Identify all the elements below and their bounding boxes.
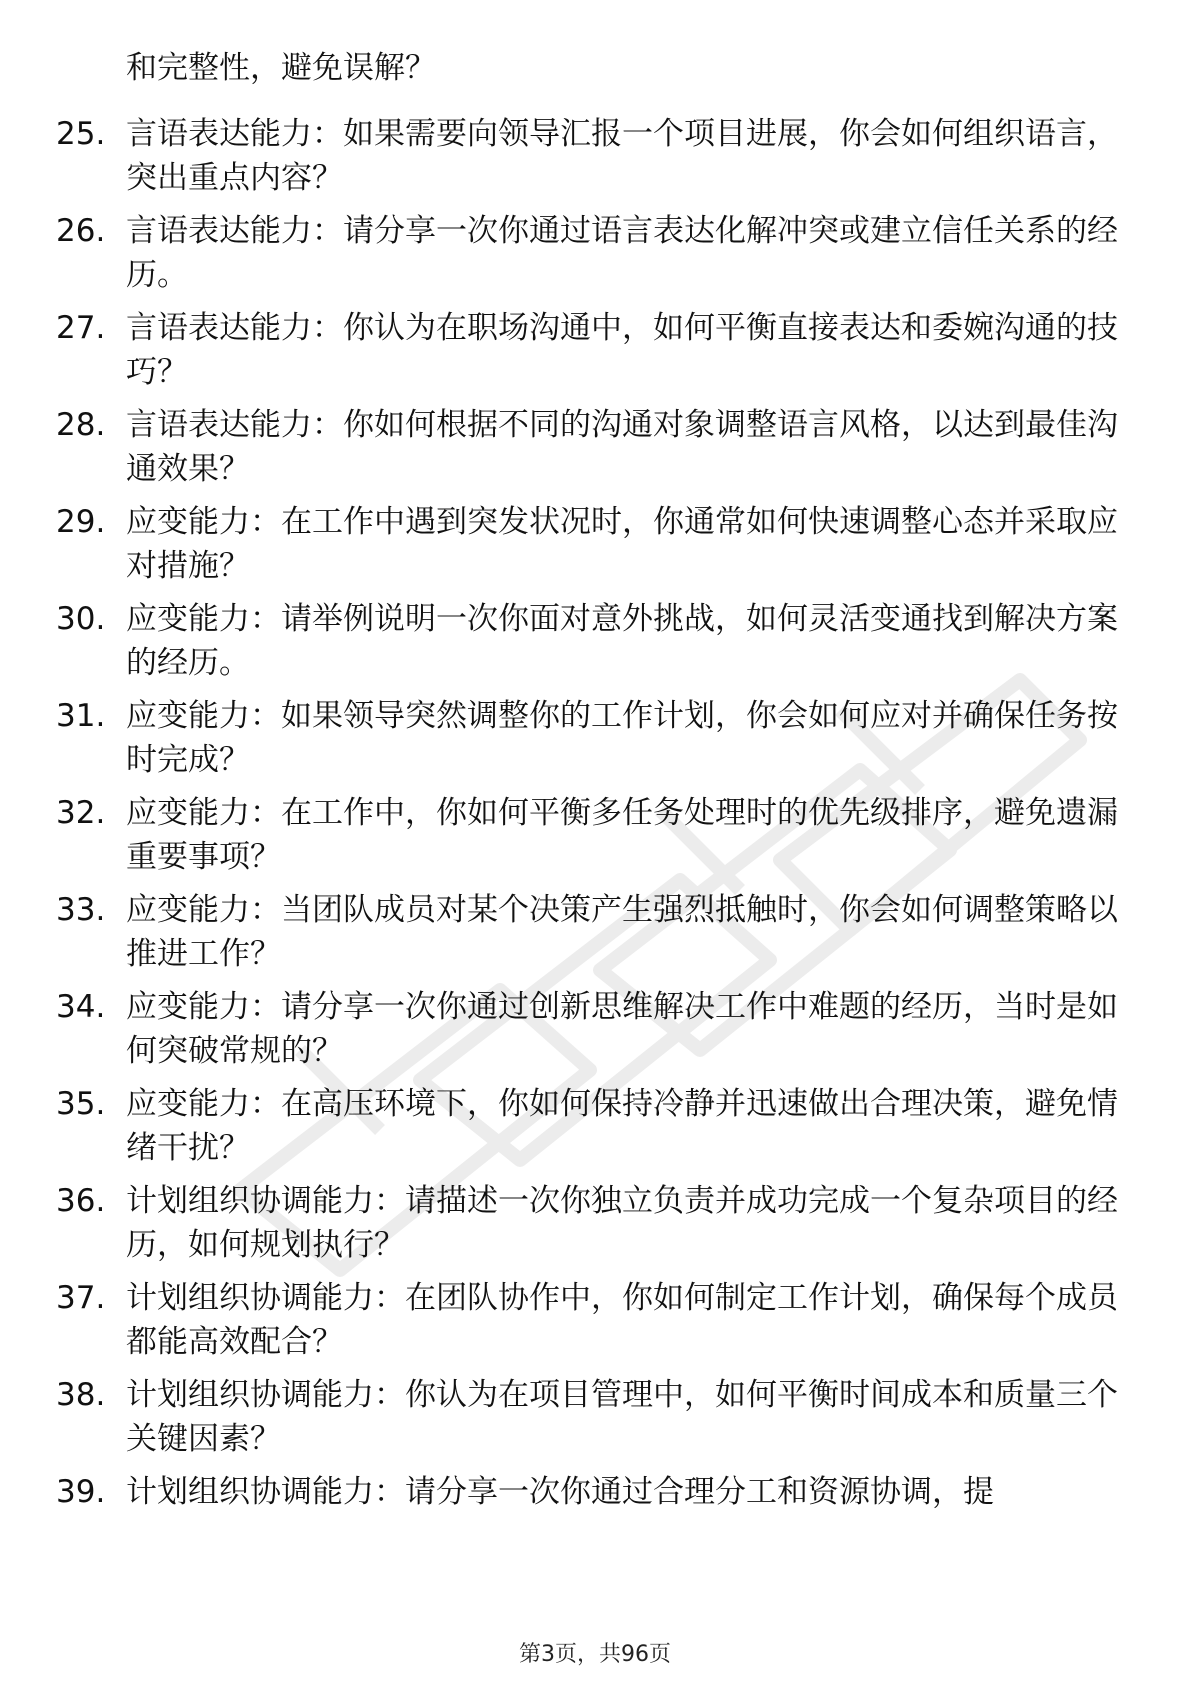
question-list [0, 112, 1190, 1567]
question-number: 29. [56, 504, 106, 540]
question-number: 38. [56, 1377, 106, 1413]
question-number: 25. [56, 116, 106, 152]
question-text: 应变能力：在高压环境下，你如何保持冷静并迅速做出合理决策，避免情绪干扰？ [126, 1086, 1118, 1166]
question-text: 应变能力：当团队成员对某个决策产生强烈抵触时，你会如何调整策略以推进工作？ [126, 892, 1118, 972]
list-item [0, 1276, 1190, 1373]
list-item [0, 306, 1190, 403]
continuation-text: 和完整性，避免误解？ [126, 50, 436, 86]
question-text: 应变能力：请分享一次你通过创新思维解决工作中难题的经历，当时是如何突破常规的？ [126, 989, 1118, 1069]
page-number-label: 第3页，共96页 [519, 1642, 671, 1667]
list-item [0, 1082, 1190, 1179]
question-text: 计划组织协调能力：请分享一次你通过合理分工和资源协调，提 [126, 1474, 994, 1510]
question-number: 31. [56, 698, 106, 734]
list-item [0, 112, 1190, 209]
question-number: 26. [56, 213, 106, 249]
question-text: 言语表达能力：请分享一次你通过语言表达化解冲突或建立信任关系的经历。 [126, 213, 1118, 293]
question-number: 32. [56, 795, 106, 831]
question-text: 应变能力：如果领导突然调整你的工作计划，你会如何应对并确保任务按时完成？ [126, 698, 1118, 778]
question-text: 言语表达能力：你如何根据不同的沟通对象调整语言风格，以达到最佳沟通效果？ [126, 407, 1118, 487]
list-item [0, 209, 1190, 306]
question-number: 30. [56, 601, 106, 637]
list-item [0, 1179, 1190, 1276]
question-text: 计划组织协调能力：你认为在项目管理中，如何平衡时间成本和质量三个关键因素？ [126, 1377, 1118, 1457]
question-number: 39. [56, 1474, 106, 1510]
question-number: 36. [56, 1183, 106, 1219]
page-footer [0, 1640, 1190, 1670]
list-item [0, 597, 1190, 694]
question-text: 计划组织协调能力：请描述一次你独立负责并成功完成一个复杂项目的经历，如何规划执行？ [126, 1183, 1118, 1263]
question-text: 言语表达能力：你认为在职场沟通中，如何平衡直接表达和委婉沟通的技巧？ [126, 310, 1118, 390]
question-number: 27. [56, 310, 106, 346]
list-item [0, 1373, 1190, 1470]
question-number: 33. [56, 892, 106, 928]
list-item [0, 888, 1190, 985]
question-text: 应变能力：在工作中遇到突发状况时，你通常如何快速调整心态并采取应对措施？ [126, 504, 1118, 584]
question-text: 言语表达能力：如果需要向领导汇报一个项目进展，你会如何组织语言，突出重点内容？ [126, 116, 1118, 196]
list-item [0, 985, 1190, 1082]
question-number: 34. [56, 989, 106, 1025]
question-text: 计划组织协调能力：在团队协作中，你如何制定工作计划，确保每个成员都能高效配合？ [126, 1280, 1118, 1360]
question-number: 28. [56, 407, 106, 443]
question-number: 37. [56, 1280, 106, 1316]
list-item [0, 403, 1190, 500]
list-item [0, 500, 1190, 597]
list-item [0, 1470, 1190, 1567]
question-number: 35. [56, 1086, 106, 1122]
question-text: 应变能力：在工作中，你如何平衡多任务处理时的优先级排序，避免遗漏重要事项？ [126, 795, 1118, 875]
list-item [0, 694, 1190, 791]
question-text: 应变能力：请举例说明一次你面对意外挑战，如何灵活变通找到解决方案的经历。 [126, 601, 1118, 681]
list-item [0, 791, 1190, 888]
